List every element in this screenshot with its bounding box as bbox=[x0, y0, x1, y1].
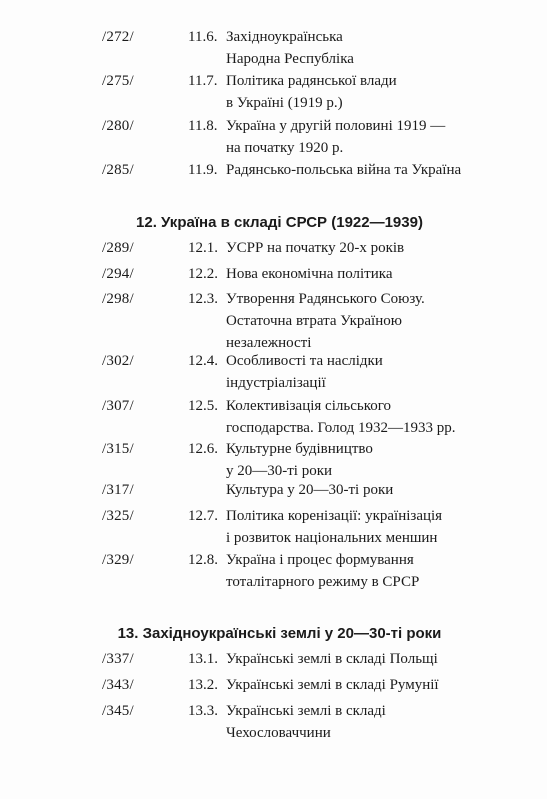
entry-title bbox=[226, 288, 526, 354]
entry-title-line: Західноукраїнська bbox=[226, 29, 343, 45]
entry-number: 12.8. bbox=[188, 552, 218, 568]
entry-title bbox=[226, 26, 526, 70]
entry-title-line: Колективізація сільського bbox=[226, 398, 392, 414]
entry-title-line: Українські землі в складі Польщі bbox=[226, 651, 438, 667]
entry-title bbox=[226, 237, 526, 259]
entry-title bbox=[226, 648, 526, 670]
entry-title bbox=[226, 674, 526, 696]
entry-title bbox=[226, 549, 526, 593]
entry-number: 12.2. bbox=[188, 266, 218, 282]
page-ref: /294/ bbox=[102, 266, 134, 282]
entry-title-line: Культурне будівництво bbox=[226, 441, 373, 457]
entry-number: 13.2. bbox=[188, 677, 218, 693]
entry-title-line: Культура у 20—30-ті роки bbox=[226, 482, 394, 498]
entry-title-line: Остаточна втрата Україною bbox=[226, 313, 402, 329]
entry-number: 11.6. bbox=[188, 29, 218, 45]
page-ref: /343/ bbox=[102, 677, 134, 693]
entry-title-line: Україна і процес формування bbox=[226, 552, 414, 568]
page-ref: /325/ bbox=[102, 508, 134, 524]
entry-number: 12.6. bbox=[188, 441, 218, 457]
entry-title-line: господарства. Голод 1932—1933 рр. bbox=[226, 420, 456, 436]
entry-number: 13.3. bbox=[188, 703, 218, 719]
page-ref: /329/ bbox=[102, 552, 134, 568]
entry-title-line: Політика коренізації: українізація bbox=[226, 508, 443, 524]
chapter-heading-text: 13. Західноукраїнські землі у 20—30-ті роки bbox=[117, 625, 442, 642]
entry-title-line: Радянсько-польська війна та Україна bbox=[226, 162, 462, 178]
page-ref: /337/ bbox=[102, 651, 134, 667]
entry-number: 11.7. bbox=[188, 73, 218, 89]
page-ref: /298/ bbox=[102, 291, 134, 307]
entry-title-line: Українські землі в складі bbox=[226, 703, 386, 719]
entry-title-line: індустріалізації bbox=[226, 375, 326, 391]
chapter-heading-text: 12. Україна в складі СРСР (1922—1939) bbox=[136, 214, 423, 231]
page-ref: /307/ bbox=[102, 398, 134, 414]
entry-title bbox=[226, 115, 526, 159]
entry-number: 12.4. bbox=[188, 353, 218, 369]
page-ref: /315/ bbox=[102, 441, 134, 457]
entry-number: 12.1. bbox=[188, 240, 218, 256]
entry-number: 13.1. bbox=[188, 651, 218, 667]
entry-number: 11.9. bbox=[188, 162, 218, 178]
entry-title bbox=[226, 479, 526, 501]
entry-title-line: Особливості та наслідки bbox=[226, 353, 383, 369]
page-ref: /272/ bbox=[102, 29, 134, 45]
entry-title bbox=[226, 395, 526, 439]
entry-title-line: і розвиток національних меншин bbox=[226, 530, 438, 546]
entry-title bbox=[226, 438, 526, 482]
page-ref: /280/ bbox=[102, 118, 134, 134]
entry-title-line: Україна у другій половині 1919 — bbox=[226, 118, 446, 134]
entry-number: 12.5. bbox=[188, 398, 218, 414]
page-ref: /285/ bbox=[102, 162, 134, 178]
entry-number: 12.7. bbox=[188, 508, 218, 524]
entry-title-line: Утворення Радянського Союзу. bbox=[226, 291, 425, 307]
entry-title-line: на початку 1920 р. bbox=[226, 140, 344, 156]
entry-title bbox=[226, 263, 526, 285]
page-ref: /317/ bbox=[102, 482, 134, 498]
entry-title-line: в Україні (1919 р.) bbox=[226, 95, 343, 111]
entry-title-line: тоталітарного режиму в СРСР bbox=[226, 574, 420, 590]
entry-title-line: Українські землі в складі Румунії bbox=[226, 677, 439, 693]
chapter-heading-13 bbox=[0, 623, 547, 645]
entry-title-line: Політика радянської влади bbox=[226, 73, 397, 89]
page-ref: /302/ bbox=[102, 353, 134, 369]
page-ref: /275/ bbox=[102, 73, 134, 89]
entry-title-line: Нова економічна політика bbox=[226, 266, 393, 282]
entry-title bbox=[226, 350, 526, 394]
page-ref: /289/ bbox=[102, 240, 134, 256]
entry-title-line: УСРР на початку 20-х років bbox=[226, 240, 405, 256]
entry-number: 12.3. bbox=[188, 291, 218, 307]
chapter-heading-12 bbox=[0, 212, 547, 234]
page-ref: /345/ bbox=[102, 703, 134, 719]
entry-title bbox=[226, 159, 526, 181]
entry-title bbox=[226, 700, 526, 744]
entry-title-line: Народна Республіка bbox=[226, 51, 354, 67]
entry-title-line: Чехословаччини bbox=[226, 725, 331, 741]
entry-title bbox=[226, 70, 526, 114]
entry-title-line: незалежності bbox=[226, 335, 312, 351]
entry-title-line: у 20—30-ті роки bbox=[226, 463, 333, 479]
entry-title bbox=[226, 505, 526, 549]
entry-number: 11.8. bbox=[188, 118, 218, 134]
